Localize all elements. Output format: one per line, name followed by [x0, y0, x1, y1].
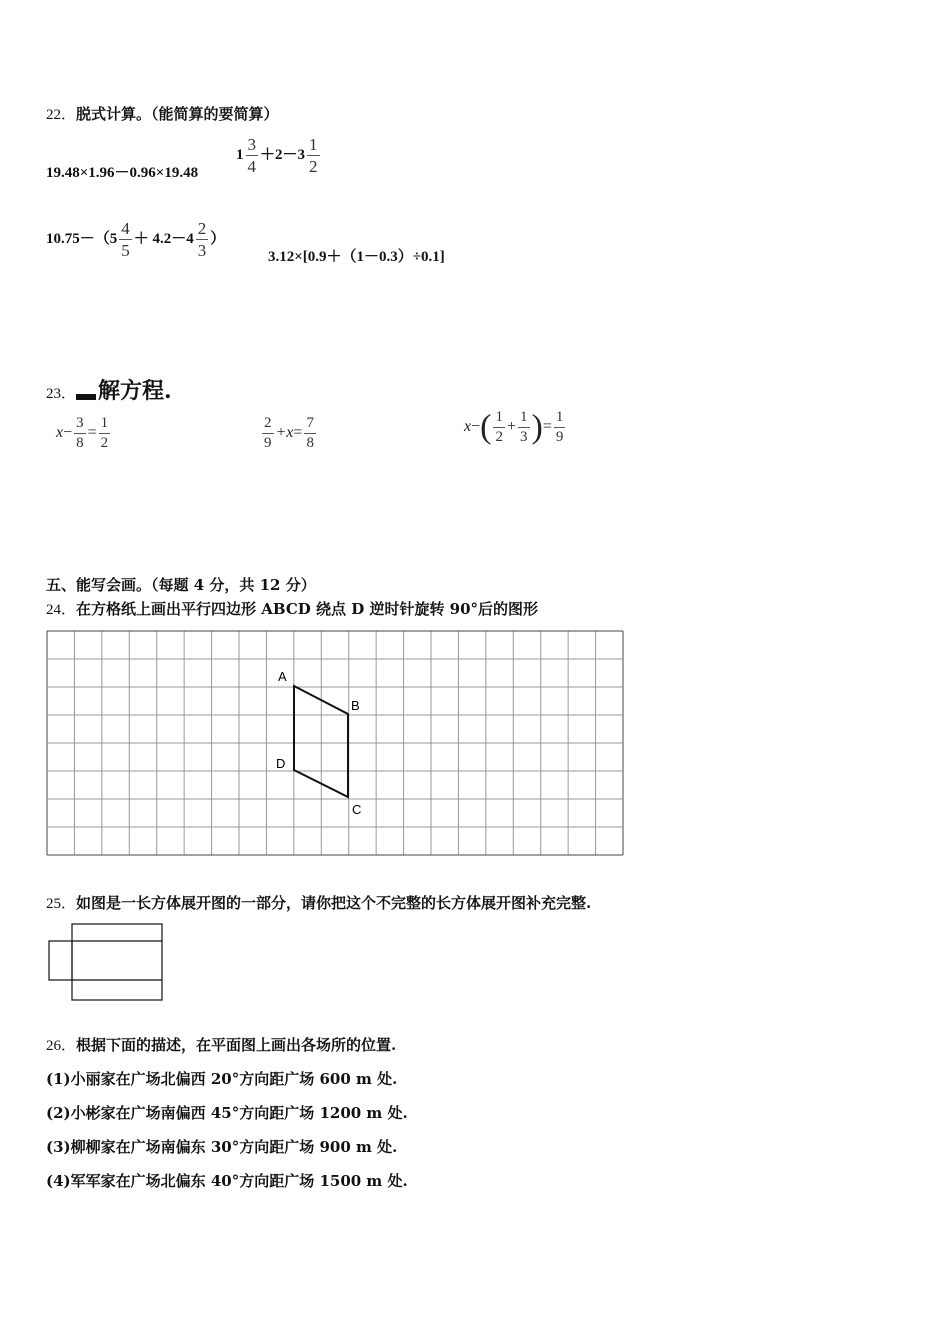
eq3-b-num: 1 [518, 410, 530, 428]
q25-title: 如图是一长方体展开图的一部分，请你把这个不完整的长方体展开图补充完整. [76, 894, 592, 912]
q23-number: 23． [46, 386, 77, 402]
q23-equation2 [260, 416, 318, 451]
q22-expr4: 3.12×[0.9＋（1－0.3）÷0.1] [268, 249, 445, 265]
eq3-a-den: 2 [495, 429, 503, 445]
eq1-operator: − [63, 424, 73, 442]
net-side-face [49, 941, 72, 980]
label-c: C [352, 802, 362, 817]
eq3-a-num: 1 [493, 410, 505, 428]
label-d: D [276, 756, 286, 771]
q24-title: 在方格纸上画出平行四边形 ABCD 绕点 D 逆时针旋转 90°后的图形 [76, 600, 539, 618]
q26-number: 26． [46, 1038, 77, 1054]
q22-number: 22． [46, 107, 77, 123]
eq3-equals: = [542, 418, 552, 436]
q22-expr2-frac2-den: 2 [309, 157, 318, 176]
q26-heading [46, 1034, 396, 1055]
eq1-b-den: 2 [100, 435, 109, 451]
eq2-fraction-a [262, 416, 274, 451]
q26-title: 根据下面的描述，在平面图上画出各场所的位置. [76, 1036, 397, 1054]
q23-title: 解方程. [98, 378, 172, 404]
eq3-plus: + [506, 418, 516, 436]
eq1-a-den: 8 [76, 435, 84, 451]
eq1-equals: = [87, 424, 97, 442]
eq1-variable: x [56, 424, 64, 442]
q22-expr1: 19.48×1.96－0.96×19.48 [46, 165, 199, 181]
q22-expr3-prefix: 10.75－（5 [46, 230, 118, 247]
q22-expr3-frac2-num: 2 [197, 219, 207, 238]
eq3-operator: − [471, 418, 481, 436]
q22-expr2-fraction2 [307, 136, 320, 175]
eq3-variable: x [464, 418, 472, 436]
q23-equation1 [56, 416, 112, 451]
label-a: A [278, 669, 287, 684]
q22-expr3-fraction2 [196, 220, 209, 259]
cuboid-net-partial [46, 922, 168, 1004]
eq1-b-num: 1 [99, 416, 111, 434]
grid-lines [47, 631, 623, 855]
q22-title: 脱式计算。（能简算的要简算） [76, 105, 279, 123]
eq2-b-den: 8 [306, 435, 314, 451]
eq2-a-num: 2 [262, 416, 274, 434]
eq1-fraction-a [74, 416, 86, 451]
q22-expr3-frac1-num: 4 [121, 219, 130, 238]
section5-title: 五、能写会画。（每题 4 分，共 12 分） [46, 576, 316, 594]
black-bar-mark [76, 394, 96, 400]
q22-expr2-frac2-num: 1 [309, 135, 318, 154]
eq3-fraction-b [518, 410, 530, 445]
q22-expr2-whole: 1 [236, 146, 244, 163]
eq3-right-paren: ) [531, 408, 543, 446]
grid-paper [46, 630, 624, 858]
eq1-a-num: 3 [74, 416, 86, 434]
q22-expr2-middle: ＋2－3 [260, 146, 306, 163]
q22-expr3-fraction1 [119, 220, 132, 259]
q22-expr2-fraction1 [246, 136, 259, 175]
q25-heading [46, 892, 591, 913]
eq3-b-den: 3 [520, 429, 528, 445]
q25-number: 25． [46, 896, 77, 912]
q22-heading [46, 103, 279, 124]
eq3-c-num: 1 [554, 410, 566, 428]
eq3-fraction-a [493, 410, 505, 445]
q22-expr3 [46, 220, 225, 259]
eq2-equals: = [293, 424, 303, 442]
eq3-c-den: 9 [555, 429, 564, 445]
q22-expr3-frac2-den: 3 [197, 241, 207, 260]
q22-expr3-middle: ＋ 4.2－4 [133, 230, 194, 247]
eq2-b-num: 7 [304, 416, 316, 434]
q23-heading [46, 374, 172, 405]
q26-item-1: (1)小丽家在广场北偏西 20°方向距广场 600 m 处. [46, 1070, 398, 1088]
label-b: B [351, 698, 360, 713]
eq3-left-paren: ( [480, 408, 492, 446]
q22-expr3-suffix: ） [210, 230, 226, 247]
q22-expr2-frac1-den: 4 [247, 157, 256, 176]
eq1-fraction-b [99, 416, 111, 451]
q24-heading [46, 598, 538, 619]
eq3-fraction-c [554, 410, 566, 445]
eq2-a-den: 9 [264, 435, 272, 451]
q26-item-3: (3)柳柳家在广场南偏东 30°方向距广场 900 m 处. [46, 1138, 398, 1156]
q22-expr2-frac1-num: 3 [247, 135, 256, 154]
q24-number: 24． [46, 602, 77, 618]
q22-expr3-frac1-den: 5 [121, 241, 130, 260]
eq2-fraction-b [304, 416, 316, 451]
q22-expr2 [236, 136, 322, 175]
q26-item-4: (4)军军家在广场北偏东 40°方向距广场 1500 m 处. [46, 1172, 408, 1190]
q23-equation3 [464, 410, 567, 445]
q26-item-2: (2)小彬家在广场南偏西 45°方向距广场 1200 m 处. [46, 1104, 408, 1122]
net-outer-rect [72, 924, 162, 1000]
eq2-operator: +x [275, 424, 294, 442]
